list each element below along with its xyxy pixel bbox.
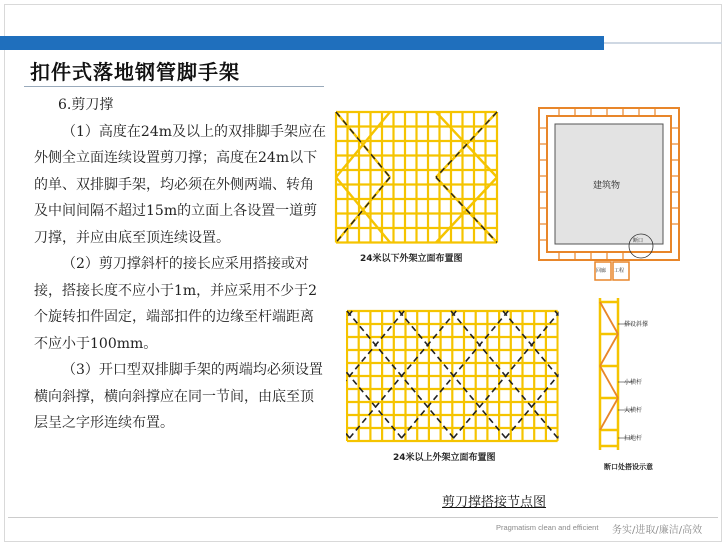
figure-above-24m: [344, 308, 562, 444]
break-detail-diagram: [592, 294, 702, 454]
detail-label-sweep-bar: 扫地杆: [624, 435, 643, 442]
scaffold-elevation-above-24m-diagram: [344, 308, 562, 444]
plan-bottom-label: 回廊: [596, 268, 607, 274]
footer-slogan-english: Pragmatism clean and efficient: [496, 523, 599, 532]
caption-break-detail: 断口处搭设示意: [604, 463, 653, 471]
scaffold-plan-diagram: [537, 106, 683, 286]
figure-break-detail: [592, 294, 702, 454]
header-accent-line: [604, 42, 722, 44]
plan-bottom-label-2: 工程: [614, 268, 625, 274]
body-text: [34, 92, 326, 437]
plan-break-label: 断口: [633, 238, 644, 244]
footer-slogan-chinese: 务实/进取/廉洁/高效: [612, 525, 703, 536]
plan-building-label: 建筑物: [593, 181, 621, 191]
detail-label-small-bar: 小横杆: [624, 379, 643, 386]
paragraph-2: （2）剪刀撑斜杆的接长应采用搭接或对接，搭接长度不应小于1m，并应采用不少于2个旋转扣件固定，端部扣件的边缘至杆端距离不应小于100mm。: [34, 256, 318, 352]
paragraph-3: （3）开口型双排脚手架的两端均必须设置横向斜撑，横向斜撑应在同一节间，由底至顶层呈之字形连续布置。: [34, 362, 323, 431]
scaffold-elevation-below-24m-diagram: [332, 108, 502, 248]
slide-title: 扣件式落地钢管脚手架: [30, 60, 240, 84]
caption-below-24m: 24米以下外架立面布置图: [360, 254, 463, 264]
paragraph-1: （1）高度在24m及以上的双排脚手架应在外侧全立面连续设置剪刀撑；高度在24m以下的单、双排脚手架，均必须在外侧两端、转角及中间间隔不超过15m的立面上各设置一道剪刀撑，并应由底至顶连续设置。: [34, 123, 326, 246]
section-heading: 6.剪刀撑: [58, 97, 114, 113]
figure-below-24m: [332, 108, 502, 248]
detail-label-brace: 搭设斜撑: [624, 321, 649, 328]
title-underline: [24, 86, 324, 87]
figure-plan-view: [537, 106, 683, 286]
header-accent-bar: [0, 36, 604, 50]
caption-above-24m: 24米以上外架立面布置图: [393, 453, 496, 463]
footer-divider: [8, 517, 718, 518]
figure-group-caption: 剪刀撑搭接节点图: [442, 495, 547, 510]
detail-label-large-bar: 大横杆: [624, 407, 643, 414]
